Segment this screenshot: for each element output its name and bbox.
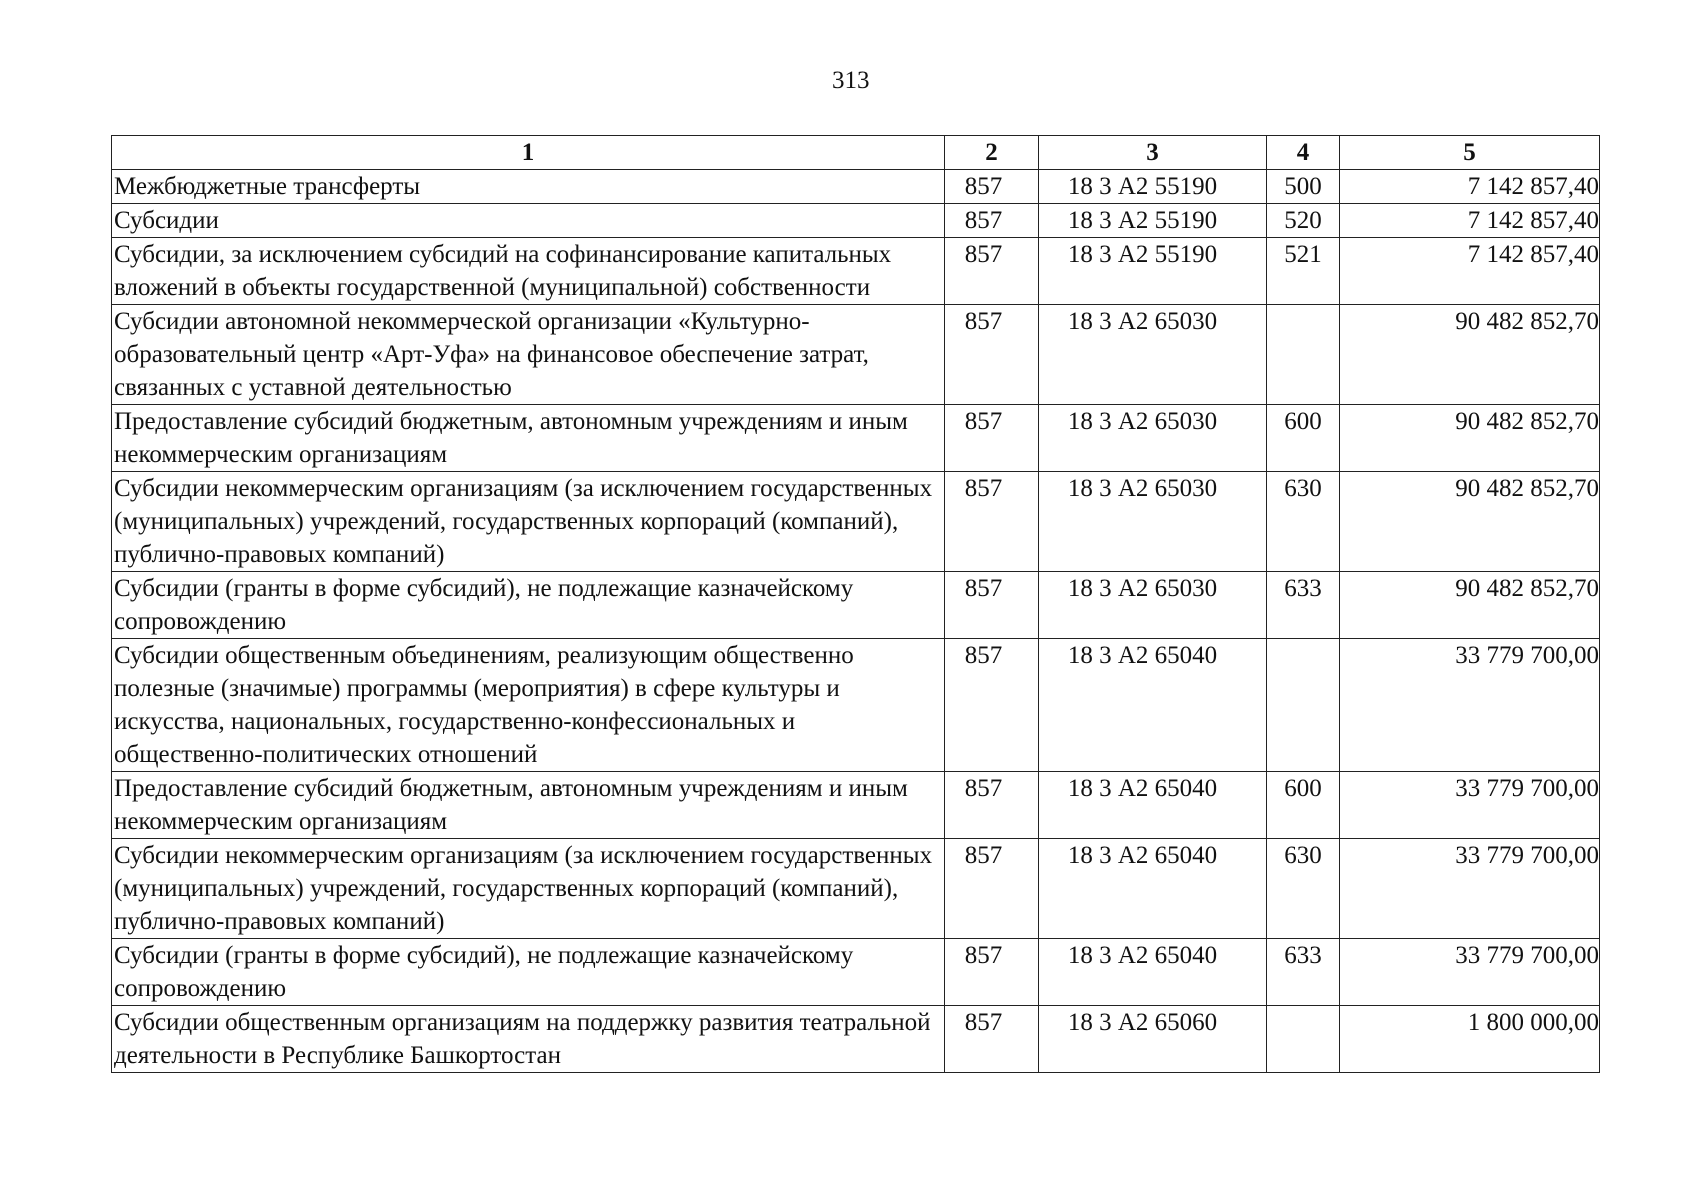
row-code: 857 — [945, 572, 1039, 639]
row-expense-type — [1267, 639, 1340, 772]
row-target-article: 18 3 А2 65030 — [1039, 472, 1267, 572]
row-target-article: 18 3 А2 65030 — [1039, 305, 1267, 405]
row-expense-type: 633 — [1267, 939, 1340, 1006]
table-row — [112, 839, 1600, 939]
row-target-article: 18 3 А2 65030 — [1039, 405, 1267, 472]
row-target-article: 18 3 А2 55190 — [1039, 170, 1267, 204]
column-header-1: 1 — [112, 136, 945, 170]
table-row — [112, 472, 1600, 572]
column-header-2: 2 — [945, 136, 1039, 170]
table-row — [112, 238, 1600, 305]
row-sum: 7 142 857,40 — [1340, 204, 1600, 238]
row-code: 857 — [945, 839, 1039, 939]
row-target-article: 18 3 А2 65060 — [1039, 1006, 1267, 1073]
page-number: 313 — [832, 67, 870, 94]
row-code: 857 — [945, 170, 1039, 204]
table-row — [112, 405, 1600, 472]
row-name: Субсидии (гранты в форме субсидий), не подлежащие казначейскому сопровождению — [112, 939, 945, 1006]
row-name: Субсидии, за исключением субсидий на софинансирование капитальных вложений в объекты государственной (муниципальной) собственности — [112, 238, 945, 305]
row-code: 857 — [945, 1006, 1039, 1073]
row-code: 857 — [945, 639, 1039, 772]
row-code: 857 — [945, 204, 1039, 238]
table-row — [112, 772, 1600, 839]
table-row — [112, 170, 1600, 204]
row-sum: 7 142 857,40 — [1340, 238, 1600, 305]
row-sum: 33 779 700,00 — [1340, 639, 1600, 772]
table-row — [112, 939, 1600, 1006]
table-row — [112, 639, 1600, 772]
row-expense-type — [1267, 1006, 1340, 1073]
row-target-article: 18 3 А2 65040 — [1039, 639, 1267, 772]
row-target-article: 18 3 А2 65030 — [1039, 572, 1267, 639]
row-target-article: 18 3 А2 65040 — [1039, 839, 1267, 939]
row-sum: 90 482 852,70 — [1340, 472, 1600, 572]
row-sum: 33 779 700,00 — [1340, 839, 1600, 939]
table-row — [112, 204, 1600, 238]
row-code: 857 — [945, 939, 1039, 1006]
row-sum: 1 800 000,00 — [1340, 1006, 1600, 1073]
row-sum: 33 779 700,00 — [1340, 939, 1600, 1006]
row-expense-type: 630 — [1267, 472, 1340, 572]
row-expense-type: 600 — [1267, 772, 1340, 839]
row-expense-type: 600 — [1267, 405, 1340, 472]
row-sum: 90 482 852,70 — [1340, 405, 1600, 472]
row-target-article: 18 3 А2 65040 — [1039, 939, 1267, 1006]
row-name: Субсидии некоммерческим организациям (за исключением государственных (муниципальных) учреждений, государственных корпораций (компаний), публично-правовых компаний) — [112, 472, 945, 572]
row-sum: 7 142 857,40 — [1340, 170, 1600, 204]
row-code: 857 — [945, 238, 1039, 305]
row-name: Субсидии — [112, 204, 945, 238]
row-code: 857 — [945, 405, 1039, 472]
row-target-article: 18 3 А2 65040 — [1039, 772, 1267, 839]
row-name: Предоставление субсидий бюджетным, автономным учреждениям и иным некоммерческим организациям — [112, 772, 945, 839]
row-name: Субсидии (гранты в форме субсидий), не подлежащие казначейскому сопровождению — [112, 572, 945, 639]
row-name: Субсидии автономной некоммерческой организации «Культурно-образовательный центр «Арт-Уфа» на финансовое обеспечение затрат, связанных с уставной деятельностью — [112, 305, 945, 405]
row-code: 857 — [945, 772, 1039, 839]
budget-table — [111, 135, 1600, 1073]
row-sum: 90 482 852,70 — [1340, 305, 1600, 405]
column-header-5: 5 — [1340, 136, 1600, 170]
row-expense-type — [1267, 305, 1340, 405]
row-expense-type: 630 — [1267, 839, 1340, 939]
row-name: Межбюджетные трансферты — [112, 170, 945, 204]
row-name: Субсидии некоммерческим организациям (за исключением государственных (муниципальных) учреждений, государственных корпораций (компаний), публично-правовых компаний) — [112, 839, 945, 939]
row-code: 857 — [945, 472, 1039, 572]
row-code: 857 — [945, 305, 1039, 405]
row-name: Субсидии общественным организациям на поддержку развития театральной деятельности в Республике Башкортостан — [112, 1006, 945, 1073]
table-header-row — [112, 136, 1600, 170]
row-expense-type: 500 — [1267, 170, 1340, 204]
table-row — [112, 305, 1600, 405]
row-sum: 90 482 852,70 — [1340, 572, 1600, 639]
table-row — [112, 1006, 1600, 1073]
row-target-article: 18 3 А2 55190 — [1039, 238, 1267, 305]
row-sum: 33 779 700,00 — [1340, 772, 1600, 839]
row-target-article: 18 3 А2 55190 — [1039, 204, 1267, 238]
row-expense-type: 520 — [1267, 204, 1340, 238]
row-expense-type: 521 — [1267, 238, 1340, 305]
column-header-4: 4 — [1267, 136, 1340, 170]
table-row — [112, 572, 1600, 639]
row-name: Предоставление субсидий бюджетным, автономным учреждениям и иным некоммерческим организациям — [112, 405, 945, 472]
column-header-3: 3 — [1039, 136, 1267, 170]
row-name: Субсидии общественным объединениям, реализующим общественно полезные (значимые) программы (мероприятия) в сфере культуры и искусства, национальных, государственно-конфессиональных и общественно-политических отношений — [112, 639, 945, 772]
row-expense-type: 633 — [1267, 572, 1340, 639]
